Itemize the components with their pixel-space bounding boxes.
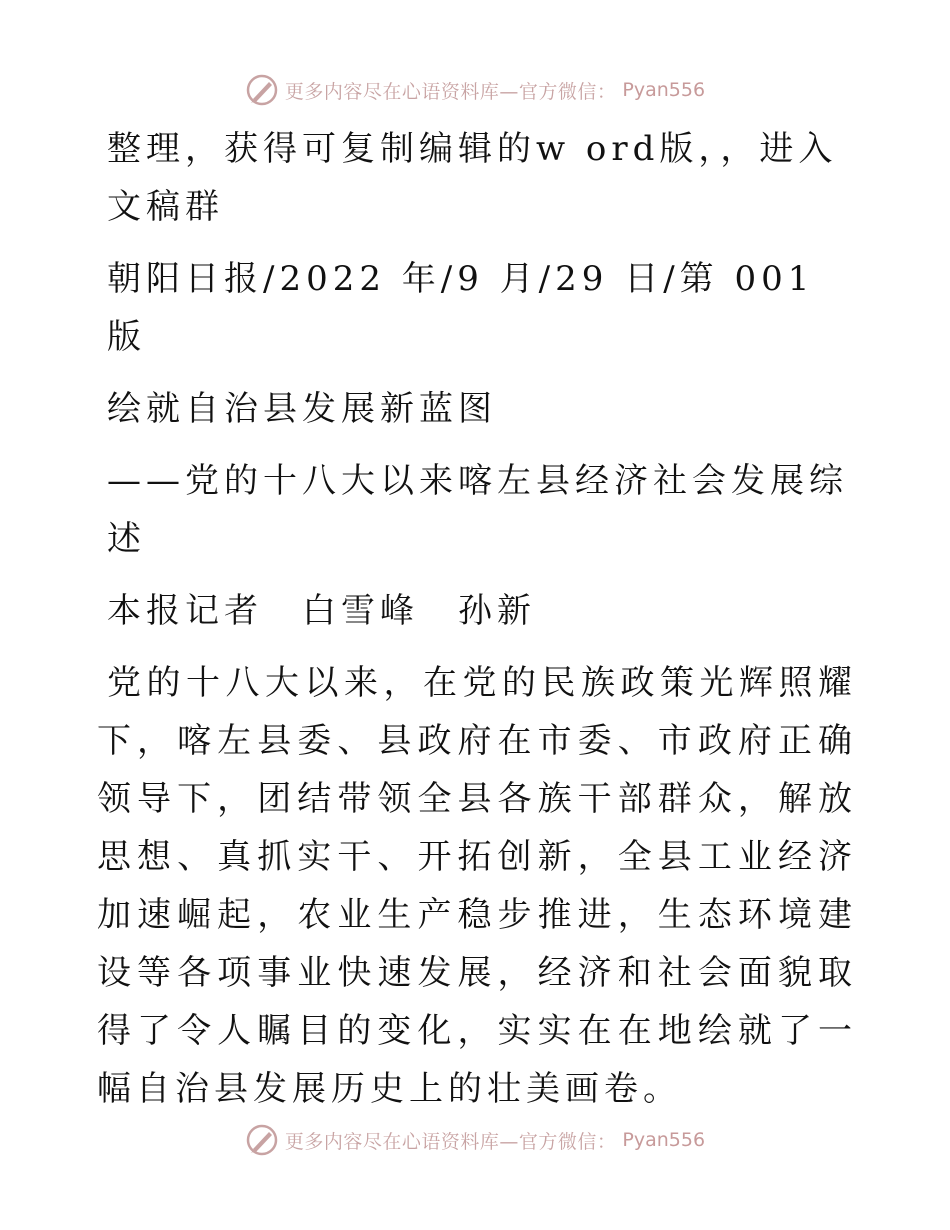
byline: 本报记者 白雪峰 孙新 [107, 591, 536, 631]
headline: 绘就自治县发展新蓝图 [107, 389, 497, 429]
watermark-text: 更多内容尽在心语资料库—官方微信： [284, 80, 617, 103]
watermark-text: 更多内容尽在心语资料库—官方微信： [284, 1130, 617, 1153]
document-body [97, 120, 857, 1118]
body-paragraph [97, 654, 857, 1118]
subheadline: ——党的十八大以来喀左县经济社会发展综述 [107, 461, 848, 559]
intro-line: 整理，获得可复制编辑的w ord版，，进入文稿群 [107, 129, 838, 227]
watermark-wechat-id: Pyan556 [622, 79, 706, 101]
header-watermark [0, 70, 950, 110]
dateline: 朝阳日报/2022 年/9 月/29 日/第 001 版 [107, 259, 815, 357]
watermark-wechat-id: Pyan556 [622, 1129, 706, 1151]
body-text: 党的十八大以来，在党的民族政策光辉照耀下，喀左县委、县政府在市委、市政府正确领导下，团结带领全县各族干部群众，解放思想、真抓实干、开拓创新，全县工业经济加速崛起，农业生产稳步推进，生态环境建设等各项事业快速发展，经济和社会面貌取得了令人瞩目的变化，实实在在地绘就了一幅自治县发展历史上的壮美画卷。 [97, 663, 857, 1109]
pen-logo-icon [245, 73, 279, 107]
pen-logo-icon [245, 1123, 279, 1157]
footer-watermark [0, 1120, 950, 1160]
